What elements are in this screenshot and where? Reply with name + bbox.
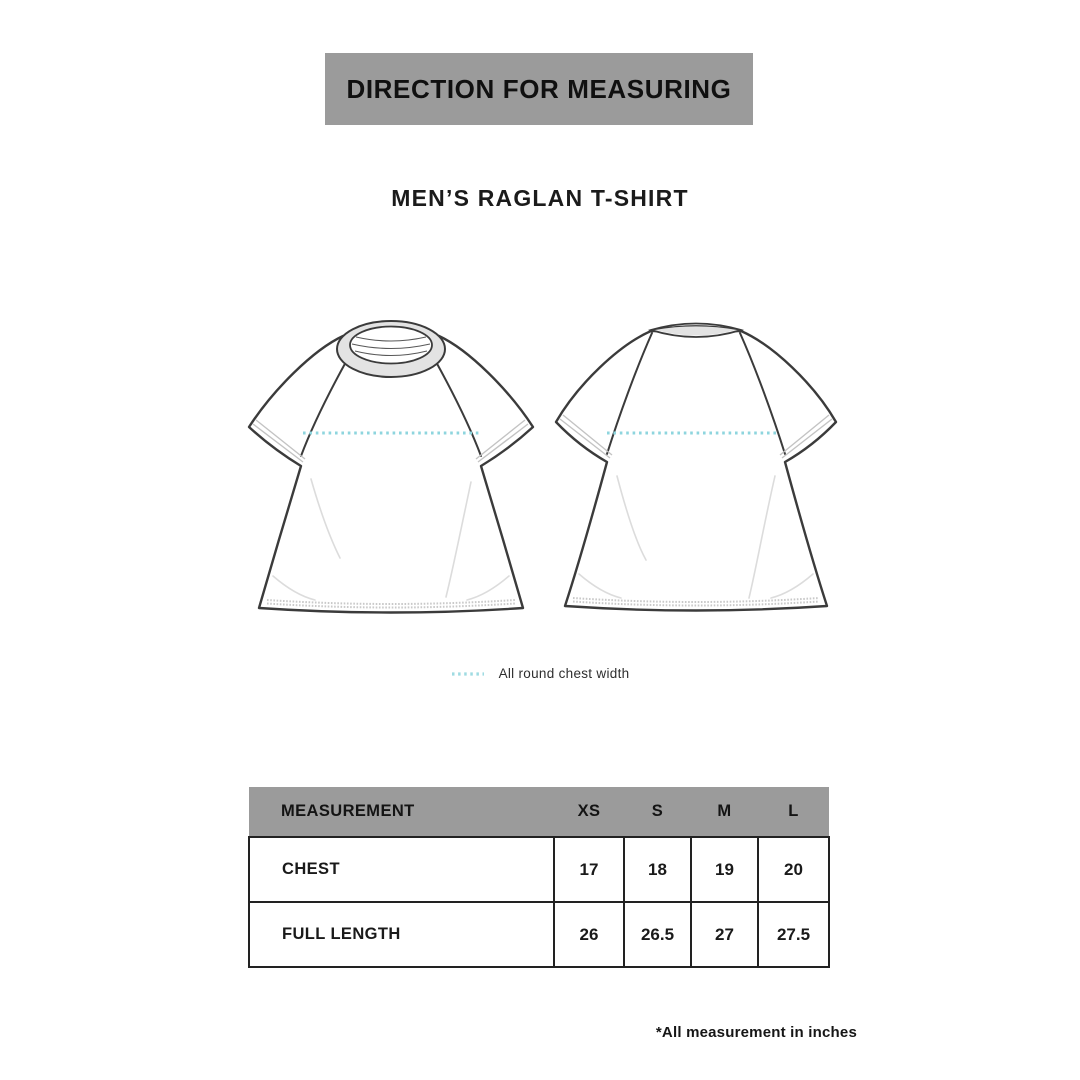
header-cell-s: S [624,787,691,837]
measurement-label-cell: CHEST [249,837,554,902]
product-subtitle: MEN’S RAGLAN T-SHIRT [391,185,689,211]
header-cell-xs: XS [554,787,624,837]
measurement-value-cell: 26 [554,902,624,967]
title-banner [325,53,753,125]
tshirt-front-diagram [243,314,538,620]
neck-opening [350,327,432,364]
measurement-value-cell: 17 [554,837,624,902]
measurement-value-cell: 26.5 [624,902,691,967]
measurement-value-cell: 27 [691,902,758,967]
page-title: DIRECTION FOR MEASURING [346,73,732,104]
table-row-full-length [249,902,829,967]
size-table-header-row [249,787,829,837]
measurement-value-cell: 27.5 [758,902,829,967]
legend [0,666,1080,681]
measurement-value-cell: 18 [624,837,691,902]
tshirt-back-diagram [551,314,846,620]
tshirt-back-body [556,331,836,611]
footnote: *All measurement in inches [655,1024,857,1041]
header-cell-measurement: MEASUREMENT [249,787,554,837]
header-cell-l: L [758,787,829,837]
measurement-label-cell: FULL LENGTH [249,902,554,967]
table-row-chest [249,837,829,902]
measurement-value-cell: 20 [758,837,829,902]
dotted-line-icon [451,670,485,678]
legend-label: All round chest width [498,666,630,681]
size-table [248,787,830,968]
header-cell-m: M [691,787,758,837]
measurement-value-cell: 19 [691,837,758,902]
